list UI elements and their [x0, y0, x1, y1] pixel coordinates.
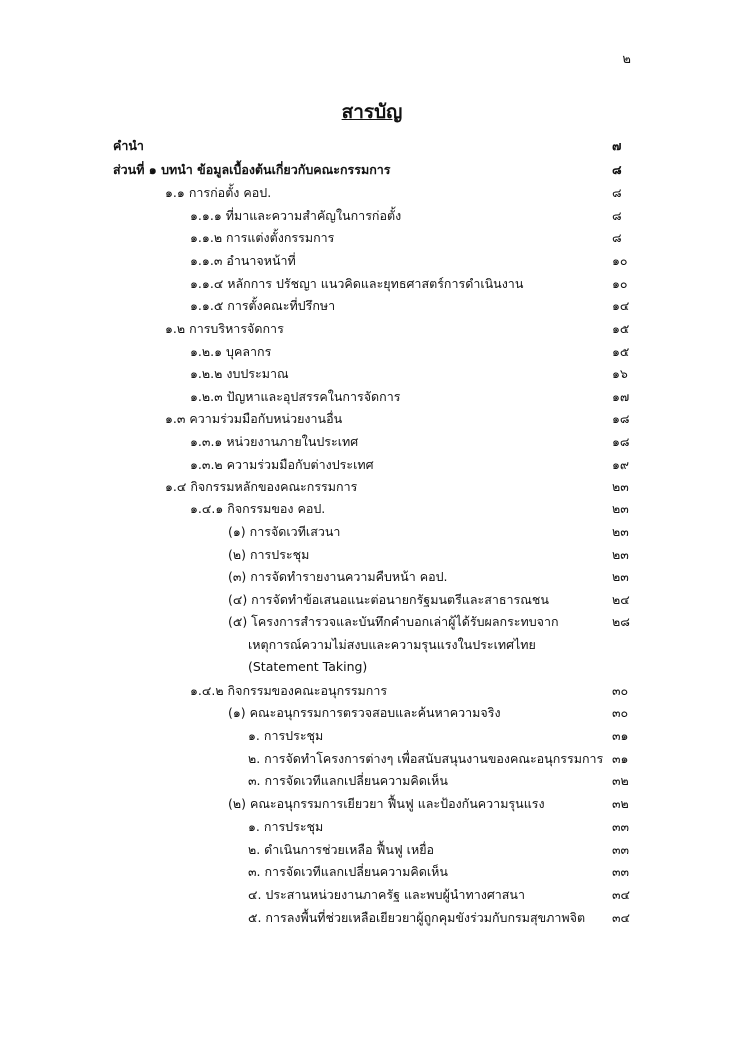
toc-entry — [0, 296, 744, 316]
toc-entry — [0, 840, 744, 860]
toc-entry — [0, 228, 744, 248]
toc-entry-label: ๑. การประชุม — [248, 728, 324, 743]
toc-entry — [0, 885, 744, 905]
toc-entry-label: ๑.๒ การบริหารจัดการ — [165, 321, 284, 336]
toc-entry-page: ๑๐ — [612, 276, 628, 291]
toc-entry-label: ๑.๑.๓ อำนาจหน้าที่ — [190, 253, 296, 268]
toc-entry-label: (๕) โครงการสำรวจและบันทึกคำบอกเล่าผู้ได้รับผลกระทบจาก — [228, 614, 559, 629]
toc-entry — [0, 771, 744, 791]
toc-entry — [0, 206, 744, 226]
toc-entry-page: ๘ — [612, 208, 622, 223]
toc-entry-label: ๑.๒.๒ งบประมาณ — [190, 366, 289, 381]
toc-entry-page: ๑๘ — [612, 411, 630, 426]
toc-entry-page: ๓๔ — [612, 910, 631, 925]
toc-entry-label: ๒. ดำเนินการช่วยเหลือ ฟื้นฟู เหยื่อ — [248, 842, 435, 857]
toc-entry-label: ๑.๑ การก่อตั้ง คอป. — [165, 185, 272, 200]
toc-entry — [0, 590, 744, 610]
toc-entry — [0, 794, 744, 814]
toc-entry — [0, 657, 744, 677]
toc-entry-page: ๑๕ — [612, 321, 630, 336]
toc-entry — [0, 522, 744, 542]
toc-entry-label: (Statement Taking) — [248, 659, 368, 674]
toc-entry-page: ๓๐ — [612, 683, 629, 698]
toc-entry-label: ๓. การจัดเวทีแลกเปลี่ยนความคิดเห็น — [248, 864, 448, 879]
toc-entry — [0, 726, 744, 746]
toc-entry-page: ๘ — [612, 230, 622, 245]
toc-entry — [0, 251, 744, 271]
toc-entry-page: ๒๓ — [612, 479, 629, 494]
toc-entry — [0, 342, 744, 362]
toc-entry-label: ๒. การจัดทำโครงการต่างๆ เพื่อสนับสนุนงานของคณะอนุกรรมการ — [248, 751, 604, 766]
toc-entry-page: ๒๓ — [612, 547, 629, 562]
toc-entry-page: ๓๓ — [612, 842, 630, 857]
toc-entry-page: ๘ — [612, 162, 622, 177]
toc-entry-label: ๑.๔.๑ กิจกรรมของ คอป. — [190, 501, 326, 516]
toc-entry — [0, 749, 744, 769]
toc-entry — [0, 432, 744, 452]
toc-entry-page: ๒๓ — [612, 524, 629, 539]
toc-entry-page: ๓๓ — [612, 864, 630, 879]
toc-entry-label: ๑.๑.๑ ที่มาและความสำคัญในการก่อตั้ง — [190, 208, 402, 223]
toc-entry-page: ๒๘ — [612, 614, 630, 629]
toc-entry — [0, 612, 744, 632]
toc-entry-label: (๑) การจัดเวทีเสวนา — [228, 524, 341, 539]
toc-entry-label: เหตุการณ์ความไม่สงบและความรุนแรงในประเทศไทย — [248, 637, 536, 652]
toc-entry-label: (๒) การประชุม — [228, 547, 310, 562]
toc-entry-page: ๓๑ — [612, 751, 629, 766]
toc-entry-page: ๓๔ — [612, 887, 631, 902]
toc-entry-page: ๗ — [612, 138, 622, 153]
toc-entry — [0, 703, 744, 723]
toc-entry-page: ๒๓ — [612, 569, 629, 584]
toc-entry-page: ๑๖ — [612, 366, 628, 381]
toc-entry-label: ๑.๒.๓ ปัญหาและอุปสรรคในการจัดการ — [190, 389, 401, 404]
toc-entry-page: ๑๘ — [612, 434, 630, 449]
toc-entry — [0, 160, 744, 180]
toc-entry — [0, 183, 744, 203]
toc-entry — [0, 635, 744, 655]
toc-entry-page: ๑๗ — [612, 389, 630, 404]
toc-entry-page: ๓๐ — [612, 705, 629, 720]
toc-entry-page: ๘ — [612, 185, 622, 200]
toc-entry-page: ๓๒ — [612, 773, 629, 788]
toc-entry-label: ๓. การจัดเวทีแลกเปลี่ยนความคิดเห็น — [248, 773, 448, 788]
toc-entry-page: ๑๕ — [612, 344, 630, 359]
toc-entry — [0, 455, 744, 475]
toc-entry-label: (๑) คณะอนุกรรมการตรวจสอบและค้นหาความจริง — [228, 705, 501, 720]
toc-entry-label: ๑.๒.๑ บุคลากร — [190, 344, 272, 359]
toc-entry-label: ๑.๑.๔ หลักการ ปรัชญา แนวคิดและยุทธศาสตร์การดำเนินงาน — [190, 276, 524, 291]
page-title: สารบัญ — [341, 101, 403, 123]
toc-entry-label: ๑.๑.๒ การแต่งตั้งกรรมการ — [190, 230, 335, 245]
toc-entry-label: ส่วนที่ ๑ บทนำ ข้อมูลเบื้องต้นเกี่ยวกับคณะกรรมการ — [113, 162, 391, 177]
toc-entry-label: (๓) การจัดทำรายงานความคืบหน้า คอป. — [228, 569, 448, 584]
toc-entry-page: ๑๐ — [612, 253, 628, 268]
toc-entry — [0, 817, 744, 837]
toc-entry-page: ๑๔ — [612, 298, 630, 313]
toc-entry-label: (๔) การจัดทำข้อเสนอแนะต่อนายกรัฐมนตรีและสาธารณชน — [228, 592, 549, 607]
toc-entry — [0, 862, 744, 882]
toc-entry-label: ๕. การลงพื้นที่ช่วยเหลือเยียวยาผู้ถูกคุมขังร่วมกับกรมสุขภาพจิต — [248, 910, 586, 925]
toc-entry-label: ๑.๓.๒ ความร่วมมือกับต่างประเทศ — [190, 457, 374, 472]
toc-entry-label: ๑.๔.๒ กิจกรรมของคณะอนุกรรมการ — [190, 683, 388, 698]
toc-entry-label: ๑.๔ กิจกรรมหลักของคณะกรรมการ — [165, 479, 358, 494]
toc-entry-label: ๑.๑.๕ การตั้งคณะที่ปรึกษา — [190, 298, 336, 313]
toc-entry-label: ๔. ประสานหน่วยงานภาครัฐ และพบผู้นำทางศาสนา — [248, 887, 525, 902]
toc-entry — [0, 545, 744, 565]
toc-entry-page: ๓๒ — [612, 796, 629, 811]
toc-entry — [0, 499, 744, 519]
toc-entry — [0, 681, 744, 701]
toc-entry — [0, 908, 744, 928]
toc-entry — [0, 319, 744, 339]
toc-entry — [0, 567, 744, 587]
toc-entry-page: ๓๑ — [612, 728, 629, 743]
toc-entry-page: ๒๓ — [612, 501, 629, 516]
toc-entry — [0, 274, 744, 294]
toc-entry-label: คำนำ — [113, 138, 144, 153]
toc-entry-page: ๑๙ — [612, 457, 630, 472]
toc-entry — [0, 409, 744, 429]
toc-entry — [0, 477, 744, 497]
toc-entry-label: ๑. การประชุม — [248, 819, 324, 834]
toc-entry-label: ๑.๓.๑ หน่วยงานภายในประเทศ — [190, 434, 359, 449]
toc-entry-page: ๒๔ — [612, 592, 630, 607]
toc-entry — [0, 387, 744, 407]
toc-entry — [0, 136, 744, 156]
toc-entry — [0, 364, 744, 384]
toc-entry-label: (๒) คณะอนุกรรมการเยียวยา ฟื้นฟู และป้องกันความรุนแรง — [228, 796, 545, 811]
toc-entry-label: ๑.๓ ความร่วมมือกับหน่วยงานอื่น — [165, 411, 343, 426]
toc-entry-page: ๓๓ — [612, 819, 630, 834]
page-number: ๒ — [622, 52, 631, 67]
